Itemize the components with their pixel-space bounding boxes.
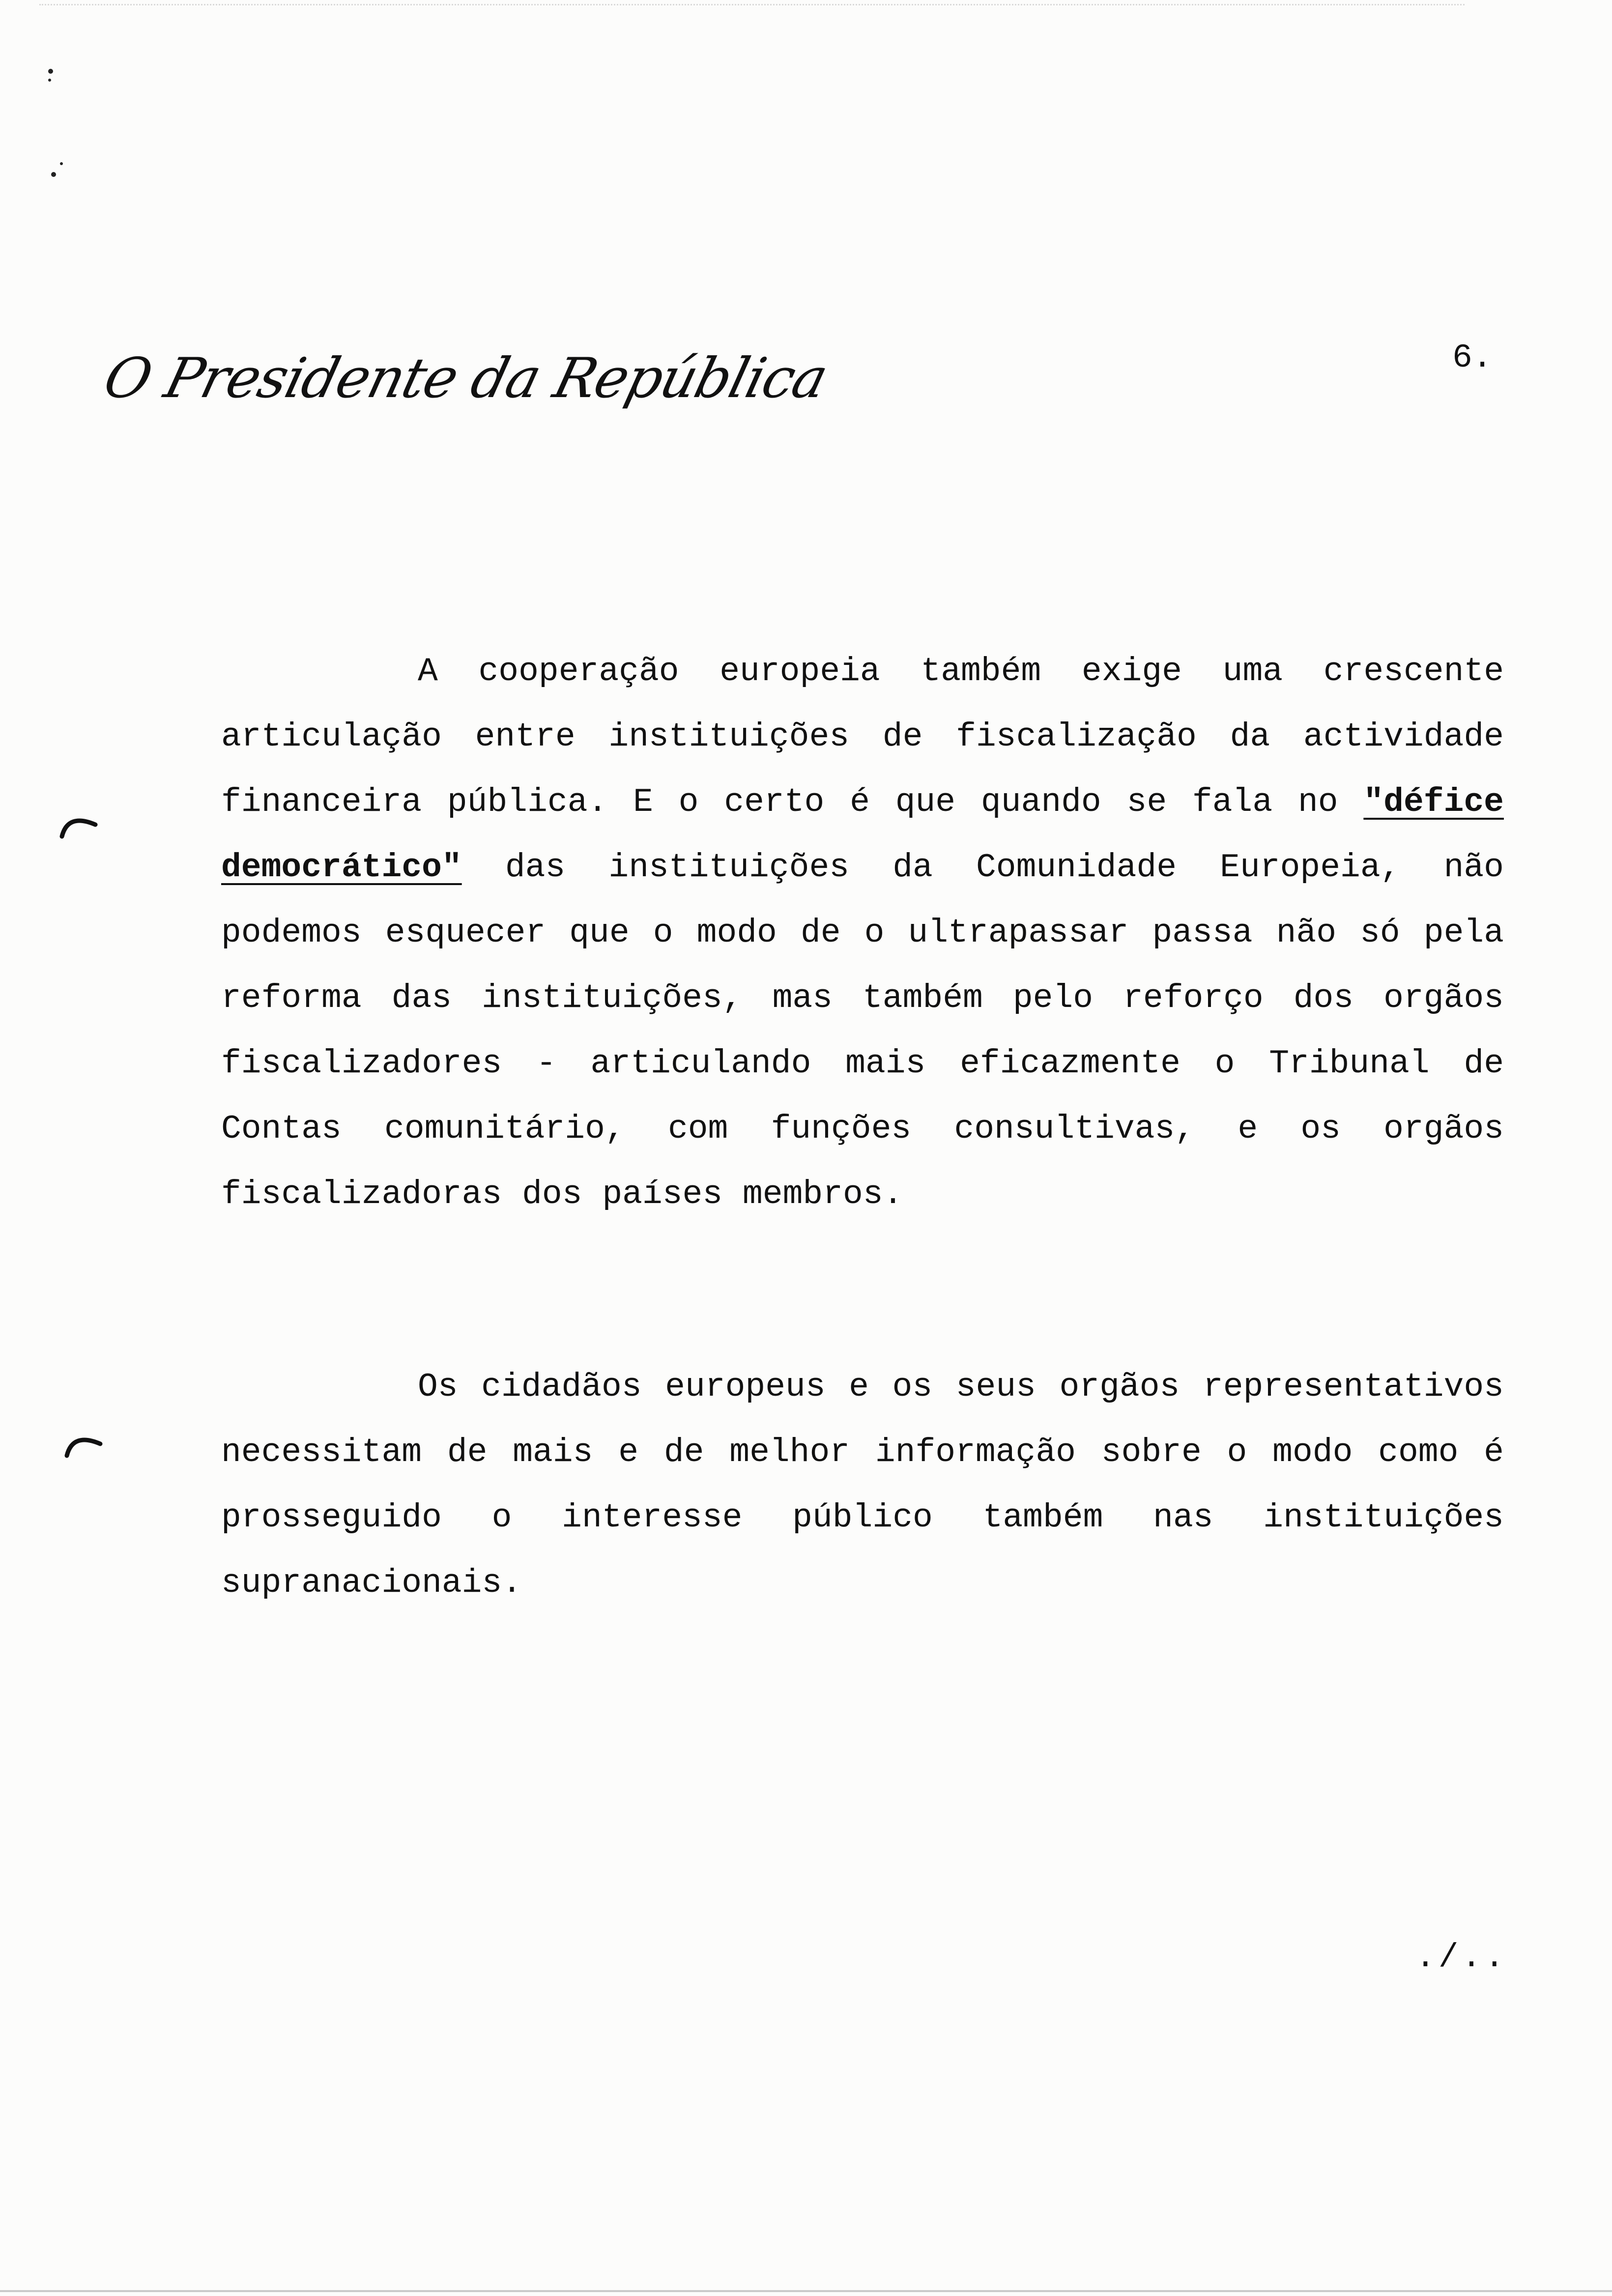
scan-edge-bottom bbox=[0, 2290, 1612, 2292]
letterhead-title: O Presidente da República bbox=[97, 346, 834, 410]
paragraph-1-text: A cooperação europeia também exige uma crescente articulação entre instituições de fiscalização da actividade financeira pública. E o certo é que quando se fala no bbox=[221, 653, 1504, 821]
paragraph-2 bbox=[221, 1354, 1504, 1616]
continuation-mark: ./.. bbox=[1415, 1939, 1508, 1977]
scan-speck bbox=[48, 79, 51, 82]
scan-speck bbox=[60, 162, 63, 165]
page-number: 6. bbox=[1452, 339, 1493, 377]
paragraph-1-text-cont: das instituições da Comunidade Europeia, não podemos esquecer que o modo de o ultrapassar passa não só pela reforma das instituições, mas também pelo reforço dos orgãos fiscalizadores - articulando mais eficazmente o Tribunal de Contas comunitário, com funções consultivas, e os orgãos fiscalizadoras dos países membros. bbox=[221, 849, 1504, 1213]
emphasis-defice-democratico: "défice democrático" bbox=[221, 783, 1504, 887]
binder-hole-mark-icon bbox=[59, 811, 98, 840]
scan-speck bbox=[48, 69, 53, 74]
binder-hole-mark-icon bbox=[64, 1430, 103, 1460]
scan-speck bbox=[51, 172, 56, 177]
scan-edge-top bbox=[39, 4, 1465, 6]
paragraph-1 bbox=[221, 639, 1504, 1227]
paragraph-2-text: Os cidadãos europeus e os seus orgãos representativos necessitam de mais e de melhor informação sobre o modo como é prosseguido o interesse público também nas instituições supranacionais. bbox=[221, 1368, 1504, 1602]
